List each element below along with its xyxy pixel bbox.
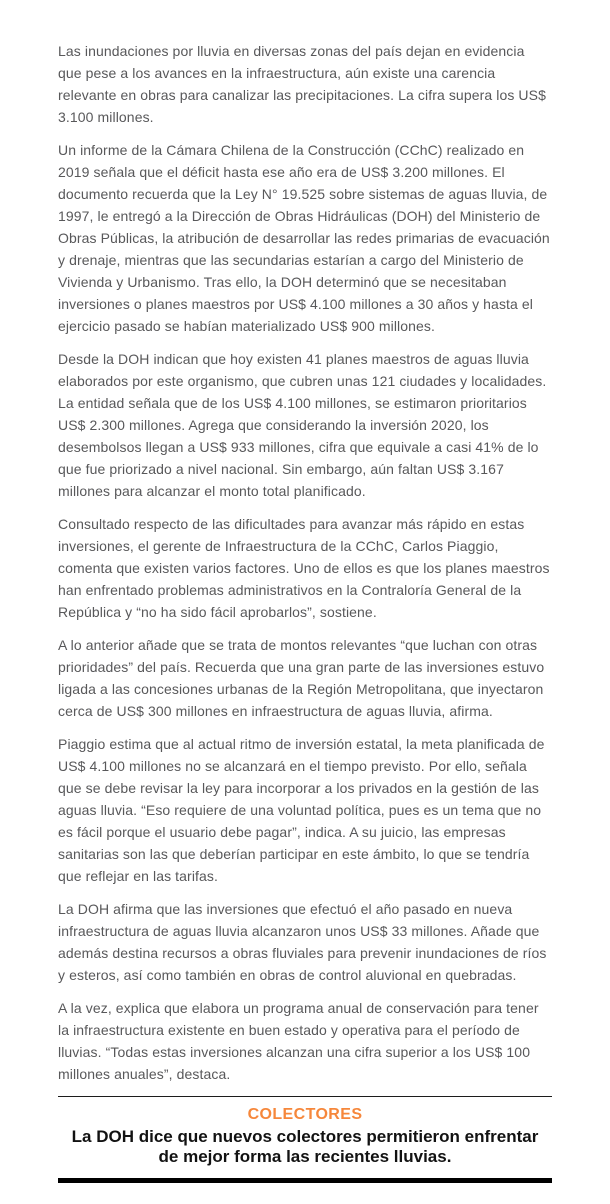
colectores-section [58, 1096, 552, 1183]
paragraph: Las inundaciones por lluvia en diversas zonas del país dejan en evidencia que pese a los avances en la infraestructura, aún existe una carencia relevante en obras para canalizar las precipitaciones. La cifra supera los US$ 3.100 millones. [58, 43, 546, 125]
paragraph: Desde la DOH indican que hoy existen 41 planes maestros de aguas lluvia elaborados por este organismo, que cubren unas 121 ciudades y localidades. La entidad señala que de los US$ 4.100 millones, se estimaron prioritarios US$ 2.300 millones. Agrega que considerando la inversión 2020, los desembolsos llegan a US$ 933 millones, cifra que equivale a casi 41% de lo que fue priorizado a nivel nacional. Sin embargo, aún faltan US$ 3.167 millones para alcanzar el monto total planificado. [58, 351, 547, 499]
paragraph: A la vez, explica que elabora un programa anual de conservación para tener la infraestructura existente en buen estado y operativa para el período de lluvias. “Todas estas inversiones alcanzan una cifra superior a los US$ 100 millones anuales”, destaca. [58, 1000, 539, 1082]
thick-divider [58, 1178, 552, 1183]
paragraph: Consultado respecto de las dificultades para avanzar más rápido en estas inversiones, el gerente de Infraestructura de la CChC, Carlos Piaggio, comenta que existen varios factores. Uno de ellos es que los planes maestros han enfrentado problemas administrativos en la Contraloría General de la República y “no ha sido fácil aprobarlos”, sostiene. [58, 516, 550, 620]
section-headline-line1: La DOH dice que nuevos colectores permitieron enfrentar [71, 1127, 539, 1146]
paragraph: La DOH afirma que las inversiones que efectuó el año pasado en nueva infraestructura de aguas lluvia alcanzaron unos US$ 33 millones. Añade que además destina recursos a obras fluviales para prevenir inundaciones de ríos y esteros, así como también en obras de control aluvional en quebradas. [58, 901, 547, 983]
thin-divider [58, 1096, 552, 1097]
section-headline [58, 1127, 552, 1167]
section-kicker: COLECTORES [247, 1106, 363, 1123]
section-headline-line2: de mejor forma las recientes lluvias. [158, 1147, 452, 1166]
paragraph: Un informe de la Cámara Chilena de la Construcción (CChC) realizado en 2019 señala que el déficit hasta ese año era de US$ 3.200 millones. El documento recuerda que la Ley N° 19.525 sobre sistemas de aguas lluvia, de 1997, le entregó a la Dirección de Obras Hidráulicas (DOH) del Ministerio de Obras Públicas, la atribución de desarrollar las redes primarias de evacuación y drenaje, mientras que las secundarias estarían a cargo del Ministerio de Vivienda y Urbanismo. Tras ello, la DOH determinó que se necesitaban inversiones o planes maestros por US$ 4.100 millones a 30 años y hasta el ejercicio pasado se habían materializado US$ 900 millones. [58, 142, 550, 334]
paragraph: Piaggio estima que al actual ritmo de inversión estatal, la meta planificada de US$ 4.100 millones no se alcanzará en el tiempo previsto. Por ello, señala que se debe revisar la ley para incorporar a los privados en la gestión de las aguas lluvia. “Eso requiere de una voluntad política, pues es un tema que no es fácil porque el usuario debe pagar”, indica. A su juicio, las empresas sanitarias son las que deberían participar en este ámbito, lo que se tendría que reflejar en las tarifas. [58, 736, 545, 884]
paragraph: A lo anterior añade que se trata de montos relevantes “que luchan con otras prioridades” del país. Recuerda que una gran parte de las inversiones estuvo ligada a las concesiones urbanas de la Región Metropolitana, que inyectaron cerca de US$ 300 millones en infraestructura de aguas lluvia, afirma. [58, 637, 545, 719]
